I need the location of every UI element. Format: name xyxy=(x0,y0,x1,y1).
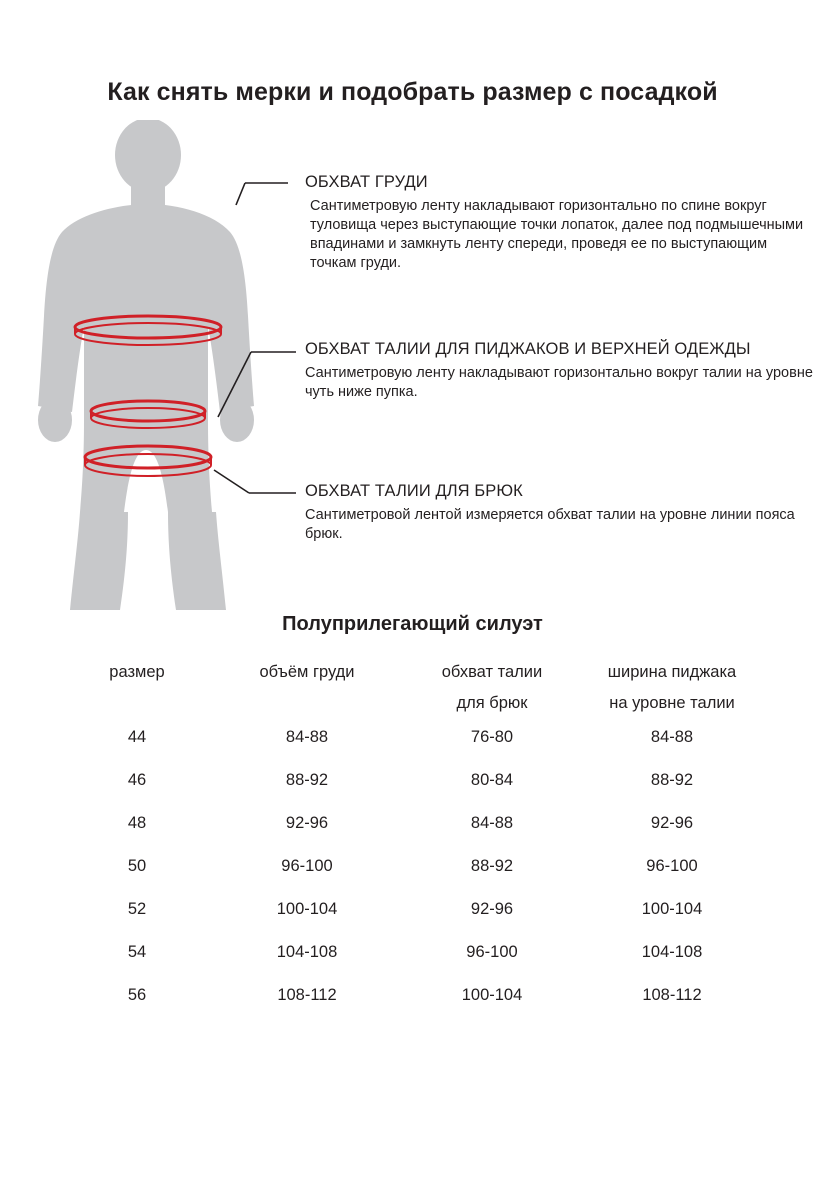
cell-jacket: 92-96 xyxy=(650,814,694,832)
table-row xyxy=(62,974,762,1017)
cell-chest: 84-88 xyxy=(285,728,329,746)
table-row xyxy=(62,888,762,931)
cell-size: 54 xyxy=(127,943,147,961)
body-figure xyxy=(0,120,290,610)
callout-waist-trousers xyxy=(305,482,805,544)
table-row xyxy=(62,931,762,974)
cell-waist: 76-80 xyxy=(470,728,514,746)
cell-jacket: 100-104 xyxy=(641,900,703,918)
table-row xyxy=(62,716,762,759)
cell-jacket: 88-92 xyxy=(650,771,694,789)
table-row xyxy=(62,759,762,802)
size-table xyxy=(62,660,762,1017)
cell-size: 52 xyxy=(127,900,147,918)
cell-size: 48 xyxy=(127,814,147,832)
cell-size: 50 xyxy=(127,857,147,875)
callout-chest-heading: ОБХВАТ ГРУДИ xyxy=(305,173,428,191)
cell-chest: 100-104 xyxy=(276,900,338,918)
page-title: Как снять мерки и подобрать размер с посадкой xyxy=(107,78,718,106)
table-title: Полуприлегающий силуэт xyxy=(282,613,543,635)
cell-waist: 80-84 xyxy=(470,771,514,789)
callout-waist-trousers-heading: ОБХВАТ ТАЛИИ ДЛЯ БРЮК xyxy=(305,482,523,500)
table-row xyxy=(62,845,762,888)
cell-waist: 92-96 xyxy=(470,900,514,918)
callout-chest-body: Сантиметровую ленту накладывают горизонтально по спине вокруг туловища через выступающие точки лопаток, далее под подмышечными впадинами и замкнуть ленту спереди, проведя ее по выступающим точкам груди. xyxy=(310,198,804,271)
cell-chest: 88-92 xyxy=(285,771,329,789)
table-row xyxy=(62,802,762,845)
callout-waist-jacket-heading: ОБХВАТ ТАЛИИ ДЛЯ ПИДЖАКОВ И ВЕРХНЕЙ ОДЕЖДЫ xyxy=(305,340,751,358)
header-waist: обхват талии для брюк xyxy=(441,663,543,712)
cell-jacket: 104-108 xyxy=(641,943,703,961)
body-silhouette-shape xyxy=(38,120,254,610)
callout-waist-jacket-body: Сантиметровую ленту накладывают горизонтально вокруг талии на уровне чуть ниже пупка. xyxy=(305,365,813,400)
header-chest: объём груди xyxy=(259,663,355,681)
cell-size: 56 xyxy=(127,986,147,1004)
cell-size: 44 xyxy=(127,728,147,746)
cell-chest: 104-108 xyxy=(276,943,338,961)
cell-waist: 84-88 xyxy=(470,814,514,832)
callout-chest xyxy=(305,173,805,273)
cell-jacket: 96-100 xyxy=(646,857,698,875)
cell-jacket: 84-88 xyxy=(650,728,694,746)
callout-waist-trousers-body: Сантиметровой лентой измеряется обхват талии на уровне линии пояса брюк. xyxy=(305,507,795,542)
table-header-row xyxy=(62,660,762,716)
header-size: размер xyxy=(109,663,165,681)
cell-jacket: 108-112 xyxy=(642,986,702,1004)
cell-waist: 88-92 xyxy=(470,857,514,875)
cell-waist: 96-100 xyxy=(466,943,518,961)
cell-size: 46 xyxy=(127,771,147,789)
header-jacket-width: ширина пиджака на уровне талии xyxy=(607,663,737,712)
cell-chest: 108-112 xyxy=(277,986,337,1004)
cell-waist: 100-104 xyxy=(461,986,523,1004)
cell-chest: 96-100 xyxy=(281,857,333,875)
callout-waist-jacket xyxy=(305,340,815,402)
cell-chest: 92-96 xyxy=(285,814,329,832)
